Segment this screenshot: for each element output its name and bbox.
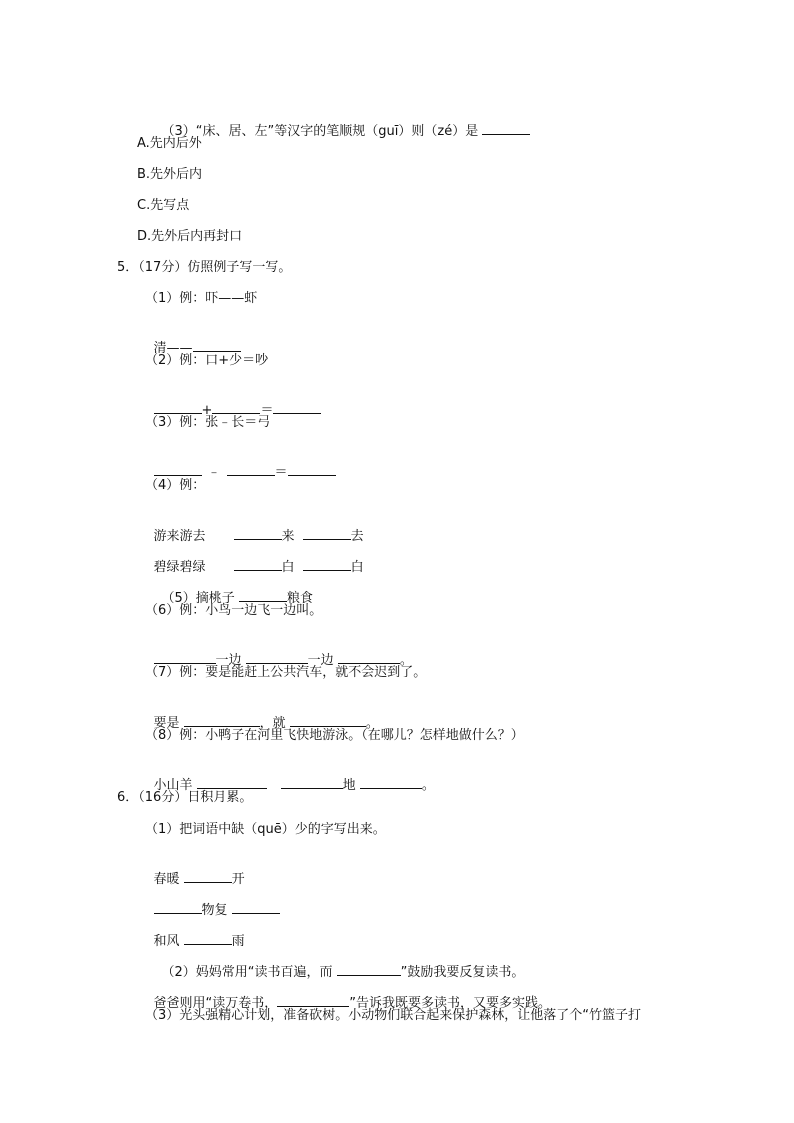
q5-8-end: 。 — [421, 778, 435, 793]
answer-blank[interactable] — [239, 588, 287, 602]
plus-sign: + — [201, 403, 213, 418]
q5-8-example: （8）例：小鸭子在河里飞快地游泳。（在哪儿？怎样地做什么？） — [145, 728, 524, 743]
q5-4-ex1-word: 游来游去 — [153, 529, 206, 544]
q5-6-a: 一边 — [215, 653, 246, 668]
w2-mid: 物复 — [201, 903, 232, 918]
answer-blank[interactable] — [290, 713, 366, 727]
w1-suffix: 开 — [231, 872, 245, 887]
option-a: A.先内后外 — [137, 136, 202, 151]
q5-8-prefix: 小山羊 — [153, 778, 197, 793]
answer-blank[interactable] — [277, 993, 349, 1007]
answer-blank[interactable] — [184, 931, 232, 945]
answer-blank[interactable] — [197, 775, 267, 789]
answer-blank[interactable] — [281, 775, 343, 789]
equals-sign: ＝ — [260, 403, 274, 418]
q5-7-example: （7）例：要是能赶上公共汽车，就不会迟到了。 — [145, 665, 427, 680]
q5-2-example: （2）例：口+少＝吵 — [145, 353, 269, 368]
answer-blank[interactable] — [212, 400, 260, 414]
minus-sign: ﹣ — [207, 465, 221, 480]
q5-6-example: （6）例：小鸟一边飞一边叫。 — [145, 603, 323, 618]
answer-blank[interactable] — [303, 526, 351, 540]
answer-blank[interactable] — [154, 462, 202, 476]
answer-blank[interactable] — [338, 650, 400, 664]
q4-3-stem-line — [145, 105, 530, 156]
q6-3-text: （3）光头强精心计划，准备砍树。小动物们联合起来保护森林，让他落了个“竹篮子打 — [145, 1008, 642, 1023]
q5-6-end: 。 — [399, 653, 413, 668]
q5-8-mid: 地 — [342, 778, 360, 793]
q5-1-example: （1）例：吓——虾 — [145, 291, 258, 306]
q5-4-ex2-b: 白 — [350, 560, 364, 575]
q5-5-prefix: （5）摘桃子 — [161, 591, 239, 606]
answer-blank[interactable] — [303, 557, 351, 571]
answer-blank[interactable] — [288, 462, 336, 476]
q5-3-example: （3）例：张﹣长＝弓 — [145, 415, 271, 430]
option-d: D.先外后内再封口 — [137, 229, 243, 244]
answer-blank[interactable] — [184, 869, 232, 883]
q6-2-a-prefix: （2）妈妈常用“读书百遍，而 — [161, 965, 337, 980]
w3-suffix: 雨 — [231, 934, 245, 949]
answer-blank[interactable] — [154, 900, 202, 914]
q6-2-b-prefix: 爸爸则用“读万卷书， — [153, 996, 278, 1011]
answer-blank[interactable] — [482, 121, 530, 135]
answer-blank[interactable] — [234, 526, 282, 540]
equals-sign: ＝ — [274, 465, 288, 480]
option-c: C.先写点 — [137, 198, 190, 213]
q6-1-stem: （1）把词语中缺（quē）少的字写出来。 — [145, 822, 386, 837]
q5-title: 5．（17分）仿照例子写一写。 — [117, 260, 292, 275]
option-b: B.先外后内 — [137, 167, 203, 182]
q5-1-prefix: 清—— — [153, 341, 193, 356]
answer-blank[interactable] — [154, 400, 202, 414]
answer-blank[interactable] — [273, 400, 321, 414]
answer-blank[interactable] — [184, 713, 260, 727]
answer-blank[interactable] — [360, 775, 422, 789]
answer-blank[interactable] — [337, 962, 401, 976]
q6-title: 6．（16分）日积月累。 — [117, 790, 253, 805]
answer-blank[interactable] — [154, 650, 216, 664]
answer-blank[interactable] — [234, 557, 282, 571]
answer-blank[interactable] — [193, 338, 241, 352]
q5-7-a: 要是 — [153, 716, 184, 731]
w1-prefix: 春暖 — [153, 872, 184, 887]
answer-blank[interactable] — [246, 650, 308, 664]
q5-4-ex2-word: 碧绿碧绿 — [153, 560, 206, 575]
q6-2-b-suffix: ”告诉我既要多读书，又要多实践。 — [349, 996, 552, 1011]
q5-7-b: ，就 — [259, 716, 290, 731]
q4-3-stem: （3）“床、居、左”等汉字的笔顺规（guī）则（zé）是 — [161, 124, 483, 139]
q5-5-suffix: 粮食 — [286, 591, 313, 606]
q6-2-a-suffix: ”鼓励我要反复读书。 — [400, 965, 525, 980]
answer-blank[interactable] — [232, 900, 280, 914]
answer-blank[interactable] — [227, 462, 275, 476]
q5-4-example: （4）例： — [145, 478, 206, 493]
q5-4-ex1-b: 去 — [350, 529, 364, 544]
q5-6-b: 一边 — [307, 653, 338, 668]
q5-4-ex1-a: 来 — [281, 529, 295, 544]
q5-4-ex2-a: 白 — [281, 560, 295, 575]
q5-7-end: 。 — [365, 716, 379, 731]
w3-prefix: 和风 — [153, 934, 184, 949]
